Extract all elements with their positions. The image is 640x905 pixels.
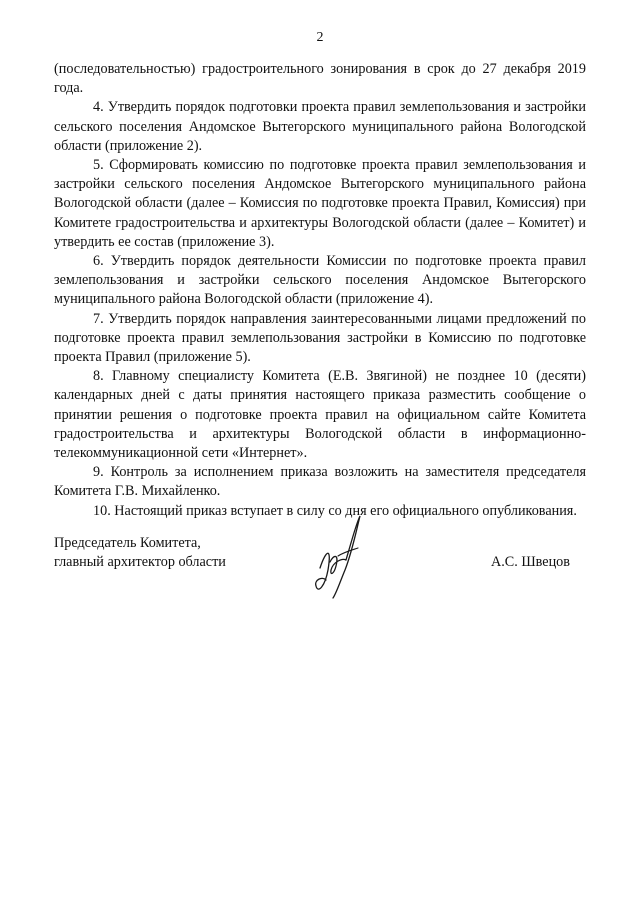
paragraph-4: 4. Утвердить порядок подготовки проекта правил землепользования и застройки сельского поселения Андомское Вытегорского муниципального района Вологодской области (приложение 2).: [54, 99, 586, 154]
signatory-position: [54, 534, 226, 572]
page-number: 2: [316, 30, 324, 45]
signatory-name: А.С. Швецов: [491, 554, 570, 570]
paragraph-9: 9. Контроль за исполнением приказа возложить на заместителя председателя Комитета Г.В. Михайленко.: [54, 464, 586, 500]
paragraph-8: 8. Главному специалисту Комитета (Е.В. Звягиной) не позднее 10 (десяти) календарных дней с даты принятия настоящего приказа разместить сообщение о принятии решения о подготовке проекта правил на официальном сайте Комитета градостроительства и архитектуры Вологодской области в информационно-телекоммуникационной сети «Интернет».: [54, 368, 586, 462]
signatory-position-line-2: главный архитектор области: [54, 554, 226, 570]
paragraph-3-continuation: (последовательностью) градостроительного зонирования в срок до 27 декабря 2019 года.: [54, 61, 586, 97]
document-body: [54, 60, 586, 521]
paragraph-10: 10. Настоящий приказ вступает в силу со дня его официального опубликования.: [93, 502, 577, 519]
paragraph-6: 6. Утвердить порядок деятельности Комиссии по подготовке проекта правил землепользования и застройки сельского поселения Андомское Вытегорского муниципального района Вологодской области (приложение 4).: [54, 253, 586, 308]
handwritten-signature: [312, 510, 374, 600]
signatory-position-line-1: Председатель Комитета,: [54, 535, 201, 551]
paragraph-7: 7. Утвердить порядок направления заинтересованными лицами предложений по подготовке проекта правил землепользования застройки в Комиссию по подготовке проекта Правил (приложение 5).: [54, 310, 586, 366]
paragraph-5: 5. Сформировать комиссию по подготовке проекта правил землепользования и застройки сельского поселения Андомское Вытегорского муниципального района Вологодской области (далее – Комиссия по подготовке проекта Правил, Комиссия) при Комитете градостроительства и архитектуры Вологодской области (далее – Комитет) и утвердить ее состав (приложение 3).: [54, 157, 586, 250]
